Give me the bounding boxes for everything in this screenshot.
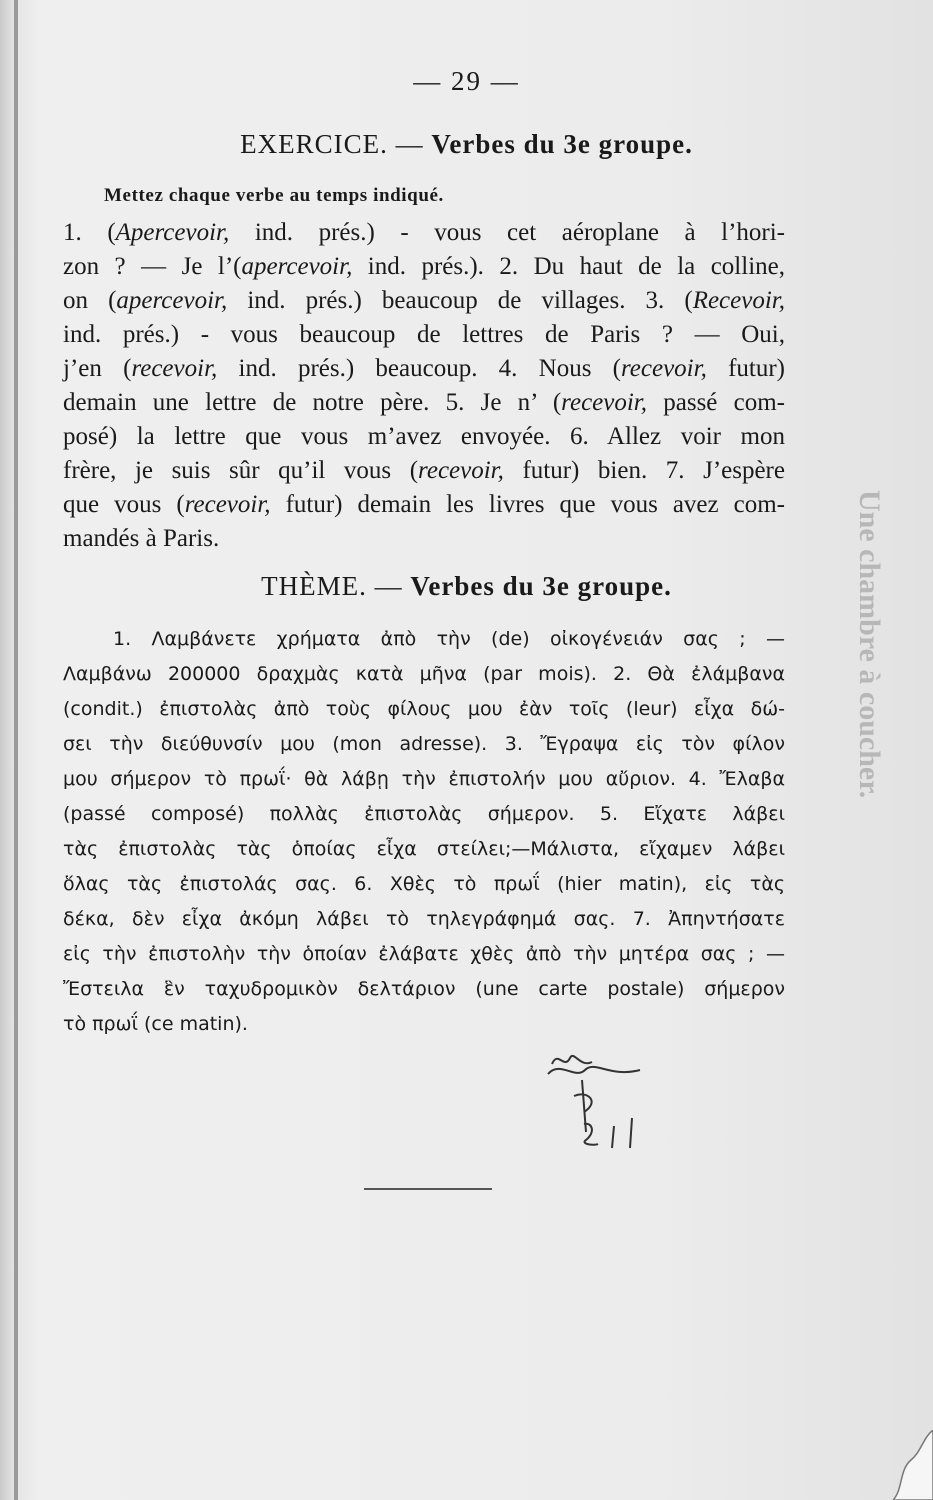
text-fragment: Ἔστειλα ἓν ταχυδρομικὸν δελτάριον (une carte postale) σήμερον: [63, 978, 785, 1000]
text-fragment: ὅλας τὰς ἐπιστολάς σας. 6. Χθὲς τὸ πρωΐ (hier matin), εἰς τὰς: [63, 873, 785, 895]
exercice-heading: [0, 129, 933, 160]
text-fragment: on (: [63, 287, 117, 314]
text-line: [63, 352, 785, 386]
text-line: [63, 488, 785, 522]
text-line: [63, 622, 785, 657]
text-line: [63, 727, 785, 762]
text-fragment: que vous (: [63, 491, 185, 518]
text-line: [63, 522, 785, 556]
text-fragment: ind. prés.) beaucoup. 4. Nous (: [217, 355, 621, 382]
text-fragment: τὸ πρωΐ (ce matin).: [63, 1013, 248, 1035]
text-fragment: recevoir,: [184, 491, 271, 518]
text-fragment: 1. Λαμβάνετε χρήματα ἀπὸ τὴν (de) οἰκογένειάν σας ; —: [113, 628, 785, 650]
text-fragment: frère, je suis sûr qu’il vous (: [63, 457, 419, 484]
text-fragment: ind. prés.) - vous cet aéroplane à l’hori-: [229, 219, 785, 246]
exercice-paragraph: [63, 216, 785, 556]
text-fragment: μου σήμερον τὸ πρωΐ· θὰ λάβῃ τὴν ἐπιστολήν μου αὔριον. 4. Ἔλαβα: [63, 768, 785, 790]
exercice-heading-label: EXERCICE. —: [240, 129, 432, 159]
end-rule: [364, 1188, 492, 1190]
text-fragment: apercevoir,: [116, 287, 228, 314]
page-corner-fold: [893, 1430, 933, 1500]
text-fragment: σει τὴν διεύθυνσίν μου (mon adresse). 3. Ἔγραψα εἰς τὸν φίλον: [63, 733, 785, 755]
theme-heading: [0, 571, 933, 602]
text-fragment: (passé composé) πολλὰς ἐπιστολὰς σήμερον. 5. Εἴχατε λάβει: [63, 803, 785, 825]
text-fragment: futur) demain les livres que vous avez com-: [270, 491, 785, 518]
text-fragment: recevoir,: [131, 355, 218, 382]
page-number: — 29 —: [413, 66, 520, 96]
text-fragment: j’en (: [63, 355, 132, 382]
text-fragment: passé com-: [647, 389, 785, 416]
text-fragment: (condit.) ἐπιστολὰς ἀπὸ τοὺς φίλους μου ἐὰν τοῖς (leur) εἶχα δώ-: [63, 698, 785, 720]
text-line: [63, 902, 785, 937]
text-line: [63, 250, 785, 284]
text-fragment: mandés à Paris.: [63, 525, 220, 552]
text-line: [63, 867, 785, 902]
text-fragment: recevoir,: [561, 389, 648, 416]
text-fragment: apercevoir,: [241, 253, 353, 280]
text-line: [63, 797, 785, 832]
text-line: [63, 318, 785, 352]
text-fragment: demain une lettre de notre père. 5. Je n’ (: [63, 389, 562, 416]
theme-heading-label: THÈME. —: [261, 571, 411, 601]
text-fragment: recevoir,: [418, 457, 504, 484]
text-fragment: δέκα, δὲν εἶχα ἀκόμη λάβει τὸ τηλεγράφημά σας. 7. Ἀπηντήσατε: [63, 908, 785, 930]
exercice-heading-title: Verbes du 3e groupe.: [431, 129, 693, 159]
text-line: [63, 1007, 785, 1042]
text-line: [63, 692, 785, 727]
text-fragment: τὰς ἐπιστολὰς τὰς ὁποίας εἶχα στείλει;—Μάλιστα, εἴχαμεν λάβει: [63, 838, 785, 860]
text-line: [63, 386, 785, 420]
text-fragment: recevoir,: [621, 355, 707, 382]
handwritten-signature: [540, 1040, 650, 1160]
text-fragment: Recevoir,: [692, 287, 785, 314]
text-line: [63, 972, 785, 1007]
page-gutter: [14, 0, 18, 1500]
text-line: [63, 657, 785, 692]
svg-text:Une chambre à coucher.: Une chambre à coucher.: [853, 490, 886, 799]
text-fragment: futur): [706, 355, 785, 382]
theme-paragraph: [63, 622, 785, 1042]
text-line: [63, 216, 785, 250]
text-fragment: ind. prés.) beaucoup de villages. 3. (: [227, 287, 693, 314]
text-fragment: Λαμβάνω 200000 δραχμὰς κατὰ μῆνα (par mois). 2. Θὰ ἐλάμβανα: [63, 663, 785, 685]
text-line: [63, 937, 785, 972]
text-fragment: εἰς τὴν ἐπιστολὴν τὴν ὁποίαν ἐλάβατε χθὲς ἀπὸ τὴν μητέρα σας ; —: [63, 943, 785, 965]
text-line: [63, 284, 785, 318]
text-fragment: futur) bien. 7. J’espère: [503, 457, 785, 484]
text-fragment: 1. (: [63, 219, 116, 246]
text-line: [63, 762, 785, 797]
text-fragment: posé) la lettre que vous m’avez envoyée. 6. Allez voir mon: [63, 423, 785, 450]
text-fragment: Apercevoir,: [115, 219, 230, 246]
theme-heading-title: Verbes du 3e groupe.: [410, 571, 672, 601]
exercice-instruction: Mettez chaque verbe au temps indiqué.: [104, 185, 444, 206]
show-through-text: [830, 480, 890, 900]
text-fragment: ind. prés.) - vous beaucoup de lettres de Paris ? — Oui,: [63, 321, 785, 348]
text-line: [63, 832, 785, 867]
text-fragment: zon ? — Je l’(: [63, 253, 242, 280]
text-line: [63, 454, 785, 488]
text-fragment: ind. prés.). 2. Du haut de la colline,: [352, 253, 785, 280]
text-line: [63, 420, 785, 454]
